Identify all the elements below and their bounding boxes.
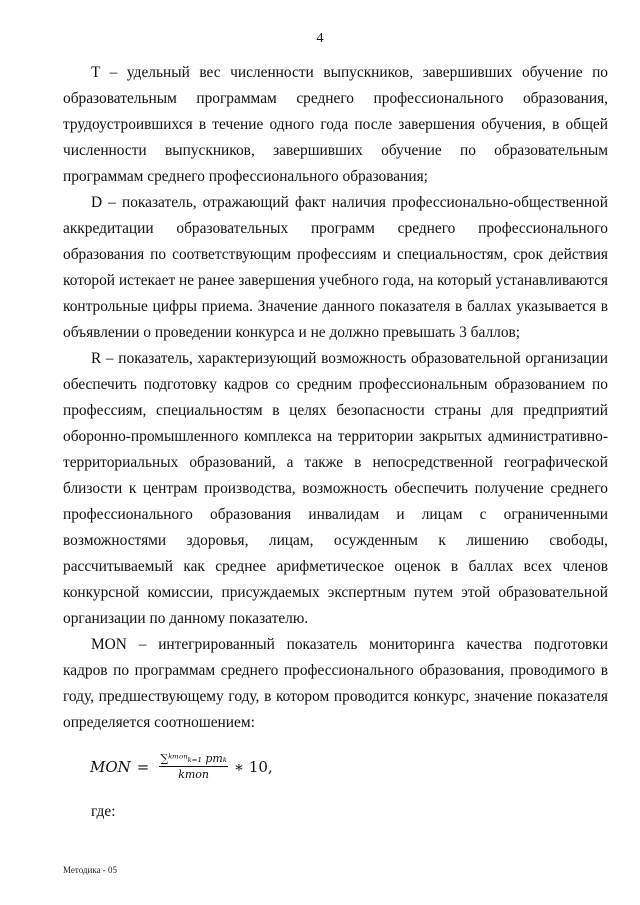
formula-equals: =	[136, 757, 150, 776]
mon-formula	[90, 752, 273, 781]
formula-denominator: kmon	[178, 768, 210, 781]
formula-multiplier: ∗ 10,	[233, 757, 273, 776]
formula-fraction	[159, 752, 228, 781]
page-footer: Методика - 05	[63, 865, 118, 875]
paragraph-mon-definition: MON – интегрированный показатель мониторинга качества подготовки кадров по программам среднего профессионального образования, проводимого в году, предшествующему году, в котором проводится конкурс, значение показателя определяется соотношением:	[63, 636, 608, 731]
body-text	[63, 60, 608, 736]
paragraph-r-definition: R – показатель, характеризующий возможность образовательной организации обеспечить подготовку кадров со средним профессиональным образованием по профессиям, специальностям в целях безопасности страны для предприятий оборонно-промышленного комплекса на территории закрытых административно-территориальных образований, а также в непосредственной географической близости к центрам производства, возможность обеспечить получение среднего профессионального образования инвалидам и лицам с ограниченными возможностями здоровья, лицам, осужденным к лишению свободы, рассчитываемый как среднее арифметическое оценок в баллах всех членов конкурсной комиссии, присуждаемых экспертным путем этой образовательной организации по данному показателю.	[63, 350, 608, 627]
formula-lhs: MON	[90, 757, 131, 776]
where-label: где:	[91, 803, 116, 820]
formula-numerator: ∑ᵏᵐᵒⁿₖ₌₁ pmₖ	[160, 752, 227, 765]
paragraph-d-definition: D – показатель, отражающий факт наличия профессионально-общественной аккредитации образовательных программ среднего профессионального образования по соответствующим профессиям и специальностям, срок действия которой истекает не ранее завершения учебного года, на который устанавливаются контрольные цифры приема. Значение данного показателя в баллах указывается в объявлении о проведении конкурса и не должно превышать 3 баллов;	[63, 194, 608, 341]
paragraph-t-definition: T – удельный вес численности выпускников, завершивших обучение по образовательным программам среднего профессионального образования, трудоустроившихся в течение одного года после завершения обучения, в общей численности выпускников, завершивших обучение по образовательным программам среднего профессионального образования;	[63, 64, 608, 185]
page-number: 4	[316, 31, 324, 46]
